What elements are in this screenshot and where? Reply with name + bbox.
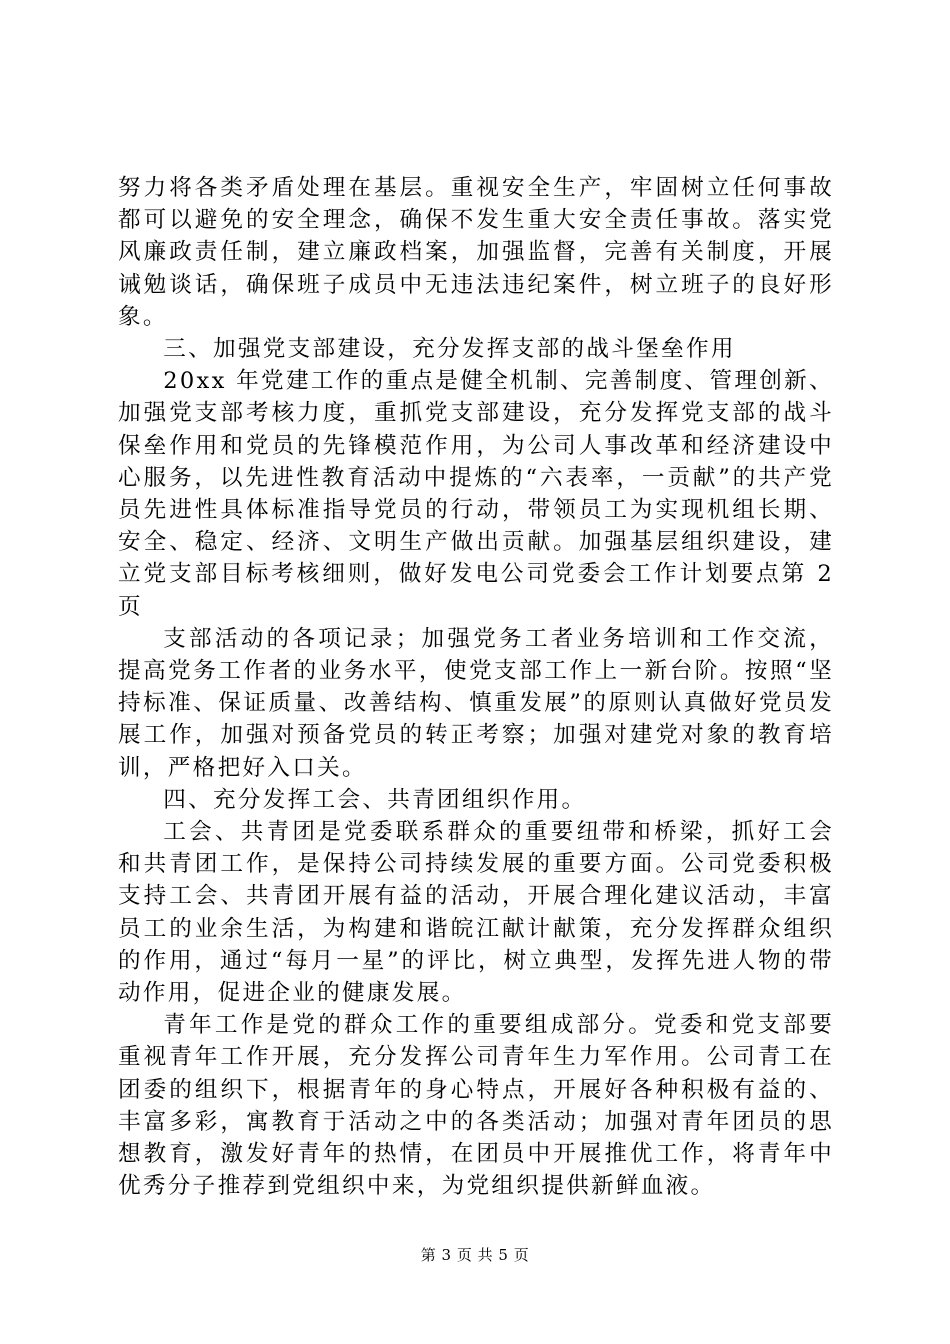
section-heading-4: 四、充分发挥工会、共青团组织作用。 bbox=[163, 786, 587, 813]
document-body bbox=[118, 172, 834, 1203]
paragraph-youth-work: 青年工作是党的群众工作的重要组成部分。党委和党支部要重视青年工作开展，充分发挥公司青年生力军作用。公司青工在团委的组织下，根据青年的身心特点，开展好各种积极有益的、丰富多彩，寓教育于活动之中的各类活动；加强对青年团员的思想教育，激发好青年的热情，在团员中开展推优工作，将青年中优秀分子推荐到党组织中来，为党组织提供新鲜血液。 bbox=[118, 1012, 834, 1200]
paragraph-union-league: 工会、共青团是党委联系群众的重要纽带和桥梁，抓好工会和共青团工作，是保持公司持续发展的重要方面。公司党委积极支持工会、共青团开展有益的活动，开展合理化建议活动，丰富员工的业余生活，为构建和谐皖江献计献策，充分发挥群众组织的作用，通过“每月一星”的评比，树立典型，发挥先进人物的带动作用，促进企业的健康发展。 bbox=[118, 819, 834, 1007]
paragraph-party-building: 20xx 年党建工作的重点是健全机制、完善制度、管理创新、加强党支部考核力度，重抓党支部建设，充分发挥党支部的战斗保垒作用和党员的先锋模范作用，为公司人事改革和经济建设中心服务，以先进性教育活动中提炼的“六表率，一贡献”的共产党员先进性具体标准指导党员的行动，带领员工为实现机组长期、安全、稳定、经济、文明生产做出贡献。加强基层组织建设，建立党支部目标考核细则，做好发电公司党委会工作计划要点第 2 页 bbox=[118, 368, 834, 620]
section-heading-3: 三、加强党支部建设，充分发挥支部的战斗堡垒作用 bbox=[163, 336, 736, 363]
paragraph-continuation: 努力将各类矛盾处理在基层。重视安全生产，牢固树立任何事故都可以避免的安全理念，确保不发生重大安全责任事故。落实党风廉政责任制，建立廉政档案，加强监督，完善有关制度，开展诫勉谈话，确保班子成员中无违法违纪案件，树立班子的良好形象。 bbox=[118, 175, 834, 330]
paragraph-branch-activities: 支部活动的各项记录；加强党务工者业务培训和工作交流，提高党务工作者的业务水平，使党支部工作上一新台阶。按照“坚持标准、保证质量、改善结构、慎重发展”的原则认真做好党员发展工作，加强对预备党员的转正考察；加强对建党对象的教育培训，严格把好入口关。 bbox=[118, 625, 834, 781]
page-number-footer: 第 3 页 共 5 页 bbox=[420, 1246, 530, 1264]
